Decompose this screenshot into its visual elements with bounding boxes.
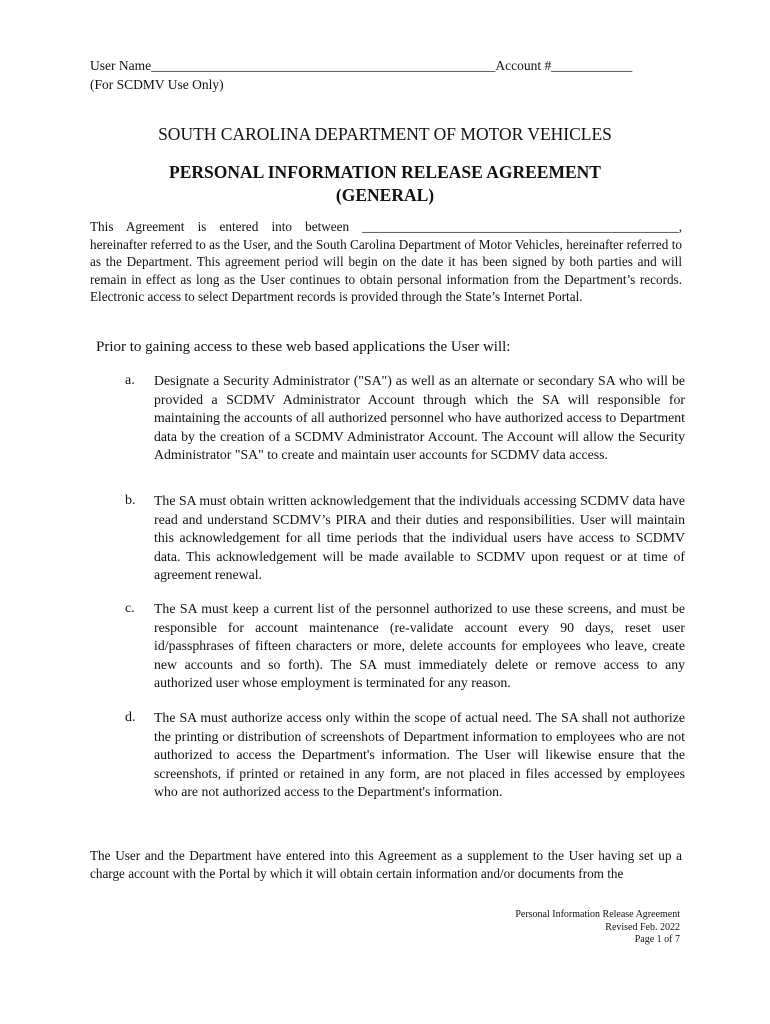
- agreement-title: [0, 161, 770, 207]
- list-letter: b.: [125, 493, 136, 508]
- list-item-text: The SA must keep a current list of the personnel authorized to use these screens, and must be responsible for account maintenance (re-validate account every 90 days, reset user id/passphrases of fifteen characters or more, delete accounts for employees who leave, create new accounts and so forth). The SA must immediately delete or remove access to any authorized user whose employment is terminated for any reason.: [154, 601, 685, 690]
- list-letter: c.: [125, 601, 135, 616]
- page-footer: [515, 909, 680, 947]
- list-letter: d.: [125, 710, 136, 725]
- closing-paragraph: The User and the Department have entered into this Agreement as a supplement to the User having set up a charge account with the Portal by which it will obtain certain information and/or documents from the: [90, 848, 682, 881]
- list-item-text: Designate a Security Administrator ("SA") as well as an alternate or secondary SA who will be provided a SCDMV Administrator Account through which the SA will responsible for maintaining the accounts of all authorized personnel who have authorized access to Department data by the creation of a SCDMV Administrator Account. The Account will allow the Security Administrator "SA" to create and maintain user accounts for SCDMV data access.: [154, 373, 685, 462]
- agreement-title-line1: PERSONAL INFORMATION RELEASE AGREEMENT: [169, 162, 601, 182]
- footer-revision: Revised Feb. 2022: [605, 921, 680, 933]
- scdmv-use-only-note: (For SCDMV Use Only): [90, 77, 224, 92]
- footer-form-name: Personal Information Release Agreement: [515, 909, 680, 920]
- intro-paragraph: This Agreement is entered into between ________________________________________________, hereinafter referred to as the User, and the South Carolina Department of Motor Vehicles, hereinafter referred to as the Department. This agreement period will begin on the date it has been signed by both parties and will remain in effect as long as the User continues to obtain personal information from the Department’s records. Electronic access to select Department records is provided through the State’s Internet Portal.: [90, 219, 682, 305]
- prior-access-heading: Prior to gaining access to these web based applications the User will:: [96, 339, 511, 355]
- user-name-account-line: User Name___________________________________________________Account #____________: [90, 58, 633, 73]
- agency-title: SOUTH CAROLINA DEPARTMENT OF MOTOR VEHICLES: [158, 124, 612, 144]
- agreement-title-line2: (GENERAL): [335, 185, 435, 205]
- list-letter: a.: [125, 373, 135, 388]
- footer-page-number: Page 1 of 7: [634, 934, 680, 945]
- list-item-text: The SA must obtain written acknowledgement that the individuals accessing SCDMV data have read and understand SCDMV’s PIRA and their duties and responsibilities. User will maintain this acknowledgement for all time periods that the individual users have access to SCDMV data. This acknowledgement will be made available to SCDMV upon request or at time of agreement renewal.: [154, 493, 685, 582]
- list-item-text: The SA must authorize access only within the scope of actual need. The SA shall not authorize the printing or distribution of screenshots of Department information to employees who are not authorized to access the Department's information. The User will likewise ensure that the screenshots, if printed or retained in any form, are not placed in files accessed by employees who are not authorized access to the Department's information.: [154, 710, 685, 799]
